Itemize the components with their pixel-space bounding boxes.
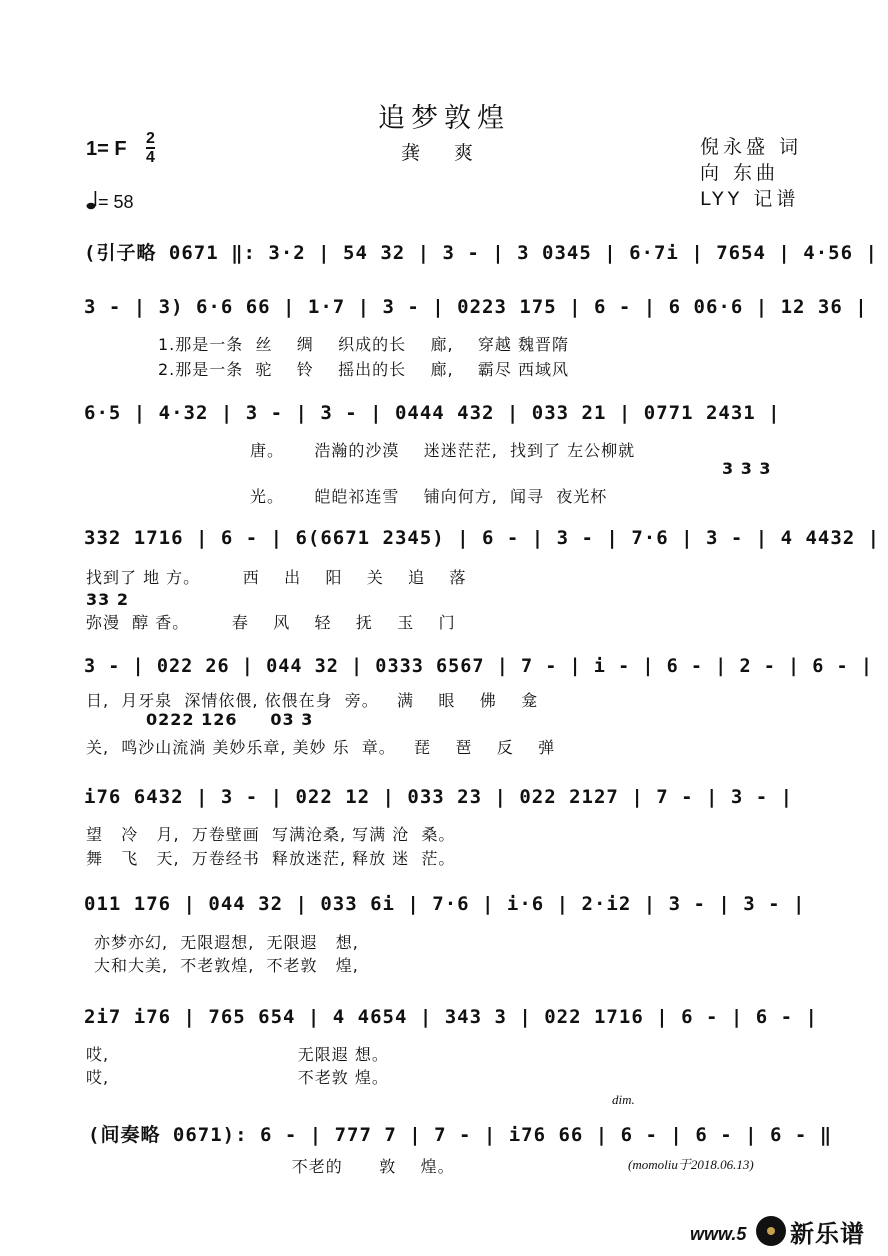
score-line-5: 3 - | 022 26 | 044 32 | 0333 6567 | 7 - | i - | 6 - | 2 - | 6 - | — [84, 656, 873, 677]
tempo-marking — [86, 190, 134, 213]
score-line-4: 332 1716 | 6 - | 6(6671 2345) | 6 - | 3 - | 7·6 | 3 - | 4 4432 | — [84, 527, 881, 549]
lyric-line-5b: 关, 鸣沙山流淌 美妙乐章, 美妙 乐 章。 琵 琶 反 弹 — [86, 738, 556, 757]
site-url[interactable]: www.5 — [690, 1224, 747, 1244]
lyric-line-9: 不老的 敦 煌。 — [170, 1157, 455, 1176]
transcriber: LYY 记谱 — [700, 188, 800, 210]
credits — [700, 134, 802, 212]
lyric-line-3b: 光。 皑皑祁连雪 铺向何方, 闻寻 夜光杯 — [250, 487, 608, 506]
composer: 向 东曲 — [700, 162, 780, 184]
score-line-9: (间奏略 0671): 6 - | 777 7 | 7 - | i76 66 | 6 - | 6 - | 6 - ‖ — [88, 1124, 833, 1146]
score-line-6: i76 6432 | 3 - | 022 12 | 033 23 | 022 2127 | 7 - | 3 - | — [84, 786, 794, 808]
score-line-8: 2i7 i76 | 765 654 | 4 4654 | 343 3 | 022 1716 | 6 - | 6 - | — [84, 1006, 818, 1028]
quarter-note-icon — [86, 190, 98, 210]
record-disc-icon — [756, 1216, 786, 1246]
brand-logo[interactable] — [756, 1214, 865, 1248]
dim-marking: dim. — [612, 1092, 635, 1107]
lyric-line-8a: 哎, 无限遐 想。 — [86, 1045, 389, 1064]
lyric-line-6b: 舞 飞 天, 万卷经书 释放迷茫, 释放 迷 茫。 — [86, 849, 456, 868]
alt-notes-3: 3 3 3 — [722, 459, 772, 478]
time-numerator: 2 — [146, 130, 155, 147]
time-signature — [146, 131, 155, 165]
alt-notes-5: 0222 126 03 3 — [146, 710, 314, 729]
lyric-line-6a: 望 冷 月, 万卷壁画 写满沧桑, 写满 沧 桑。 — [86, 825, 456, 844]
lyric-line-4a: 找到了 地 方。 西 出 阳 关 追 落 — [86, 568, 467, 587]
lyric-line-2b: 2.那是一条 驼 铃 摇出的长 廊, 霸尽 西域风 — [158, 360, 569, 379]
singer-name: 龚 爽 — [400, 142, 488, 164]
song-title: 追梦敦煌 — [378, 103, 510, 134]
tempo-value: = 58 — [98, 192, 134, 212]
lyric-line-7a: 亦梦亦幻, 无限遐想, 无限遐 想, — [94, 933, 359, 952]
lyric-line-7b: 大和大美, 不老敦煌, 不老敦 煌, — [94, 956, 359, 975]
time-denominator: 4 — [146, 149, 155, 166]
lyricist: 倪永盛 词 — [700, 136, 803, 158]
lyric-line-4b: 弥漫 醇 香。 春 风 轻 抚 玉 门 — [86, 613, 456, 632]
transcription-date: (momoliu于2018.06.13) — [628, 1157, 754, 1172]
score-line-7: 011 176 | 044 32 | 033 6i | 7·6 | i·6 | 2·i2 | 3 - | 3 - | — [84, 893, 806, 915]
score-line-1: (引子略 0671 ‖: 3·2 | 54 32 | 3 - | 3 0345 | 6·7i | 7654 | 4·56 | — [84, 242, 878, 264]
score-line-3: 6·5 | 4·32 | 3 - | 3 - | 0444 432 | 033 21 | 0771 2431 | — [84, 402, 781, 424]
score-line-2: 3 - | 3) 6·6 66 | 1·7 | 3 - | 0223 175 | 6 - | 6 06·6 | 12 36 | — [84, 296, 868, 318]
lyric-line-8b: 哎, 不老敦 煌。 — [86, 1068, 389, 1087]
lyric-line-5a: 日, 月牙泉 深情依偎, 依偎在身 旁。 满 眼 佛 龛 — [86, 691, 539, 710]
brand-name: 新乐谱 — [790, 1219, 865, 1248]
key-signature: 1= F — [86, 138, 127, 160]
alt-notes-4: 33 2 — [86, 590, 129, 609]
lyric-line-3a: 唐。 浩瀚的沙漠 迷迷茫茫, 找到了 左公柳就 — [250, 441, 636, 460]
lyric-line-2a: 1.那是一条 丝 绸 织成的长 廊, 穿越 魏晋隋 — [158, 335, 569, 354]
